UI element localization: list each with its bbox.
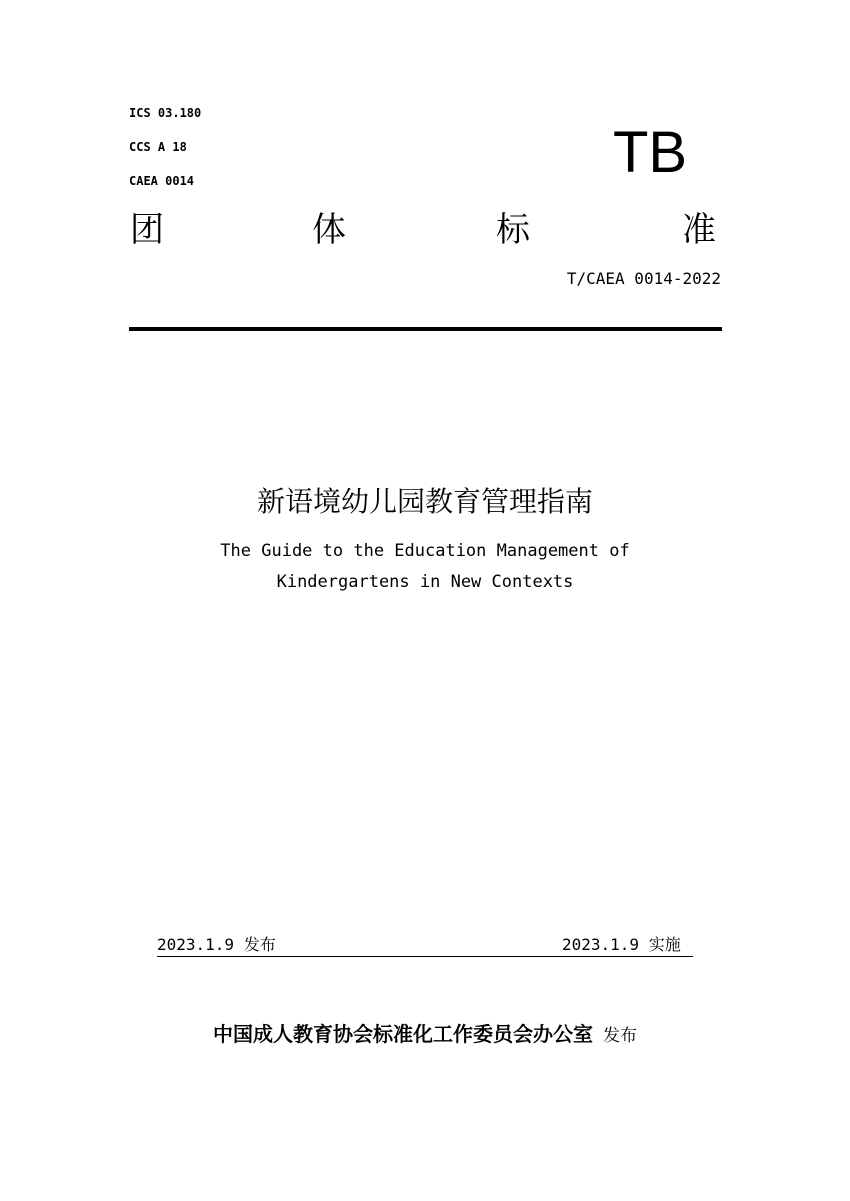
header-divider — [129, 327, 722, 331]
standard-number: T/CAEA 0014-2022 — [566, 269, 721, 288]
publisher-line — [0, 1020, 850, 1050]
ccs-code: CCS A 18 — [129, 140, 187, 154]
issue-date: 2023.1.9 发布 — [157, 935, 276, 954]
date-divider — [157, 956, 693, 957]
standard-logo: TB — [612, 120, 688, 185]
standard-type-char: 体 — [312, 210, 346, 250]
document-title-chinese: 新语境幼儿园教育管理指南 — [256, 485, 593, 518]
publisher-name: 中国成人教育协会标准化工作委员会办公室 — [213, 1022, 593, 1046]
publisher-suffix: 发布 — [603, 1026, 637, 1046]
caea-code: CAEA 0014 — [129, 174, 195, 188]
document-title-english-line-1: The Guide to the Education Management of — [220, 541, 630, 561]
standard-type-char: 准 — [682, 210, 716, 250]
implementation-date: 2023.1.9 实施 — [562, 935, 681, 954]
standard-type-char: 标 — [496, 210, 530, 250]
document-title-english-line-2: Kindergartens in New Contexts — [276, 572, 574, 592]
ics-code: ICS 03.180 — [129, 106, 202, 120]
standard-type-char: 团 — [130, 210, 164, 250]
